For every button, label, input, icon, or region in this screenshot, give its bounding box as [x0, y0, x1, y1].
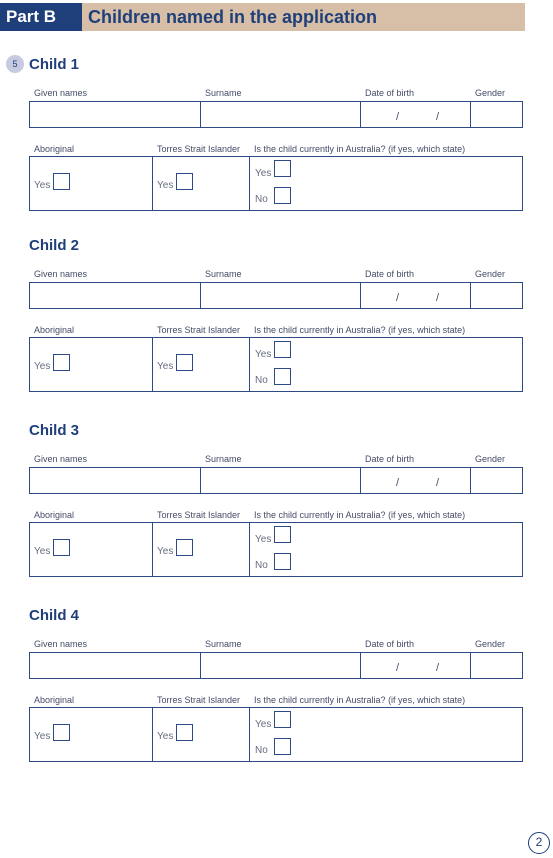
date-separator: /	[396, 477, 400, 489]
surname-label: Surname	[205, 88, 242, 98]
surname-field[interactable]	[200, 467, 361, 494]
aboriginal-label: Aboriginal	[34, 144, 75, 154]
date-of-birth-field[interactable]	[360, 652, 471, 679]
child-heading: Child 1	[29, 56, 80, 73]
date-separator: /	[436, 111, 440, 123]
torres-strait-label: Torres Strait Islander	[157, 325, 241, 335]
date-of-birth-label: Date of birth	[365, 269, 415, 279]
gender-field[interactable]	[470, 282, 523, 309]
given-names-field[interactable]	[29, 282, 201, 309]
given-names-field[interactable]	[29, 467, 201, 494]
given-names-field[interactable]	[29, 652, 201, 679]
date-separator: /	[436, 662, 440, 674]
aboriginal-yes-checkbox[interactable]	[53, 539, 70, 556]
aboriginal-yes-label: Yes	[34, 546, 51, 557]
gender-label: Gender	[475, 88, 506, 98]
torres-strait-yes-checkbox[interactable]	[176, 173, 193, 190]
in-australia-label: Is the child currently in Australia? (if yes, which state)	[254, 695, 466, 705]
in-australia-no-label: No	[255, 745, 268, 756]
date-separator: /	[436, 292, 440, 304]
date-separator: /	[396, 292, 400, 304]
aboriginal-yes-label: Yes	[34, 361, 51, 372]
date-of-birth-field[interactable]	[360, 467, 471, 494]
in-australia-yes-checkbox[interactable]	[274, 711, 291, 728]
given-names-field[interactable]	[29, 101, 201, 128]
gender-field[interactable]	[470, 652, 523, 679]
aboriginal-label: Aboriginal	[34, 695, 75, 705]
given-names-label: Given names	[34, 639, 88, 649]
surname-field[interactable]	[200, 652, 361, 679]
child-heading: Child 4	[29, 607, 80, 624]
aboriginal-yes-checkbox[interactable]	[53, 724, 70, 741]
column-divider	[249, 156, 250, 211]
surname-label: Surname	[205, 639, 242, 649]
in-australia-no-checkbox[interactable]	[274, 368, 291, 385]
aboriginal-label: Aboriginal	[34, 325, 75, 335]
column-divider	[249, 707, 250, 762]
column-divider	[152, 522, 153, 577]
torres-strait-yes-checkbox[interactable]	[176, 354, 193, 371]
date-of-birth-field[interactable]	[360, 101, 471, 128]
in-australia-yes-label: Yes	[255, 349, 272, 360]
date-of-birth-label: Date of birth	[365, 454, 415, 464]
in-australia-no-label: No	[255, 194, 268, 205]
page-number: 2	[528, 832, 550, 854]
aboriginal-yes-checkbox[interactable]	[53, 354, 70, 371]
column-divider	[152, 707, 153, 762]
date-separator: /	[436, 477, 440, 489]
in-australia-no-checkbox[interactable]	[274, 738, 291, 755]
in-australia-label: Is the child currently in Australia? (if yes, which state)	[254, 510, 466, 520]
date-separator: /	[396, 111, 400, 123]
date-of-birth-label: Date of birth	[365, 639, 415, 649]
in-australia-no-label: No	[255, 375, 268, 386]
date-of-birth-label: Date of birth	[365, 88, 415, 98]
in-australia-no-checkbox[interactable]	[274, 187, 291, 204]
torres-strait-yes-label: Yes	[157, 731, 174, 742]
torres-strait-yes-label: Yes	[157, 546, 174, 557]
torres-strait-yes-label: Yes	[157, 361, 174, 372]
in-australia-label: Is the child currently in Australia? (if yes, which state)	[254, 325, 466, 335]
given-names-label: Given names	[34, 269, 88, 279]
child-heading: Child 2	[29, 237, 80, 254]
date-separator: /	[396, 662, 400, 674]
surname-field[interactable]	[200, 282, 361, 309]
column-divider	[249, 337, 250, 392]
torres-strait-yes-label: Yes	[157, 180, 174, 191]
column-divider	[152, 156, 153, 211]
in-australia-label: Is the child currently in Australia? (if yes, which state)	[254, 144, 466, 154]
in-australia-yes-label: Yes	[255, 719, 272, 730]
in-australia-yes-label: Yes	[255, 168, 272, 179]
column-divider	[249, 522, 250, 577]
in-australia-yes-label: Yes	[255, 534, 272, 545]
aboriginal-yes-checkbox[interactable]	[53, 173, 70, 190]
surname-label: Surname	[205, 454, 242, 464]
aboriginal-yes-label: Yes	[34, 731, 51, 742]
torres-strait-yes-checkbox[interactable]	[176, 724, 193, 741]
surname-label: Surname	[205, 269, 242, 279]
surname-field[interactable]	[200, 101, 361, 128]
gender-label: Gender	[475, 454, 506, 464]
question-number-badge: 5	[6, 55, 24, 73]
gender-label: Gender	[475, 269, 506, 279]
in-australia-no-checkbox[interactable]	[274, 553, 291, 570]
gender-field[interactable]	[470, 467, 523, 494]
in-australia-yes-checkbox[interactable]	[274, 526, 291, 543]
gender-label: Gender	[475, 639, 506, 649]
torres-strait-label: Torres Strait Islander	[157, 144, 241, 154]
torres-strait-label: Torres Strait Islander	[157, 695, 241, 705]
gender-field[interactable]	[470, 101, 523, 128]
aboriginal-label: Aboriginal	[34, 510, 75, 520]
part-label: Part B	[0, 3, 82, 31]
torres-strait-yes-checkbox[interactable]	[176, 539, 193, 556]
column-divider	[152, 337, 153, 392]
in-australia-yes-checkbox[interactable]	[274, 160, 291, 177]
given-names-label: Given names	[34, 454, 88, 464]
aboriginal-yes-label: Yes	[34, 180, 51, 191]
child-heading: Child 3	[29, 422, 80, 439]
in-australia-no-label: No	[255, 560, 268, 571]
given-names-label: Given names	[34, 88, 88, 98]
section-title: Children named in the application	[82, 3, 525, 31]
date-of-birth-field[interactable]	[360, 282, 471, 309]
in-australia-yes-checkbox[interactable]	[274, 341, 291, 358]
torres-strait-label: Torres Strait Islander	[157, 510, 241, 520]
